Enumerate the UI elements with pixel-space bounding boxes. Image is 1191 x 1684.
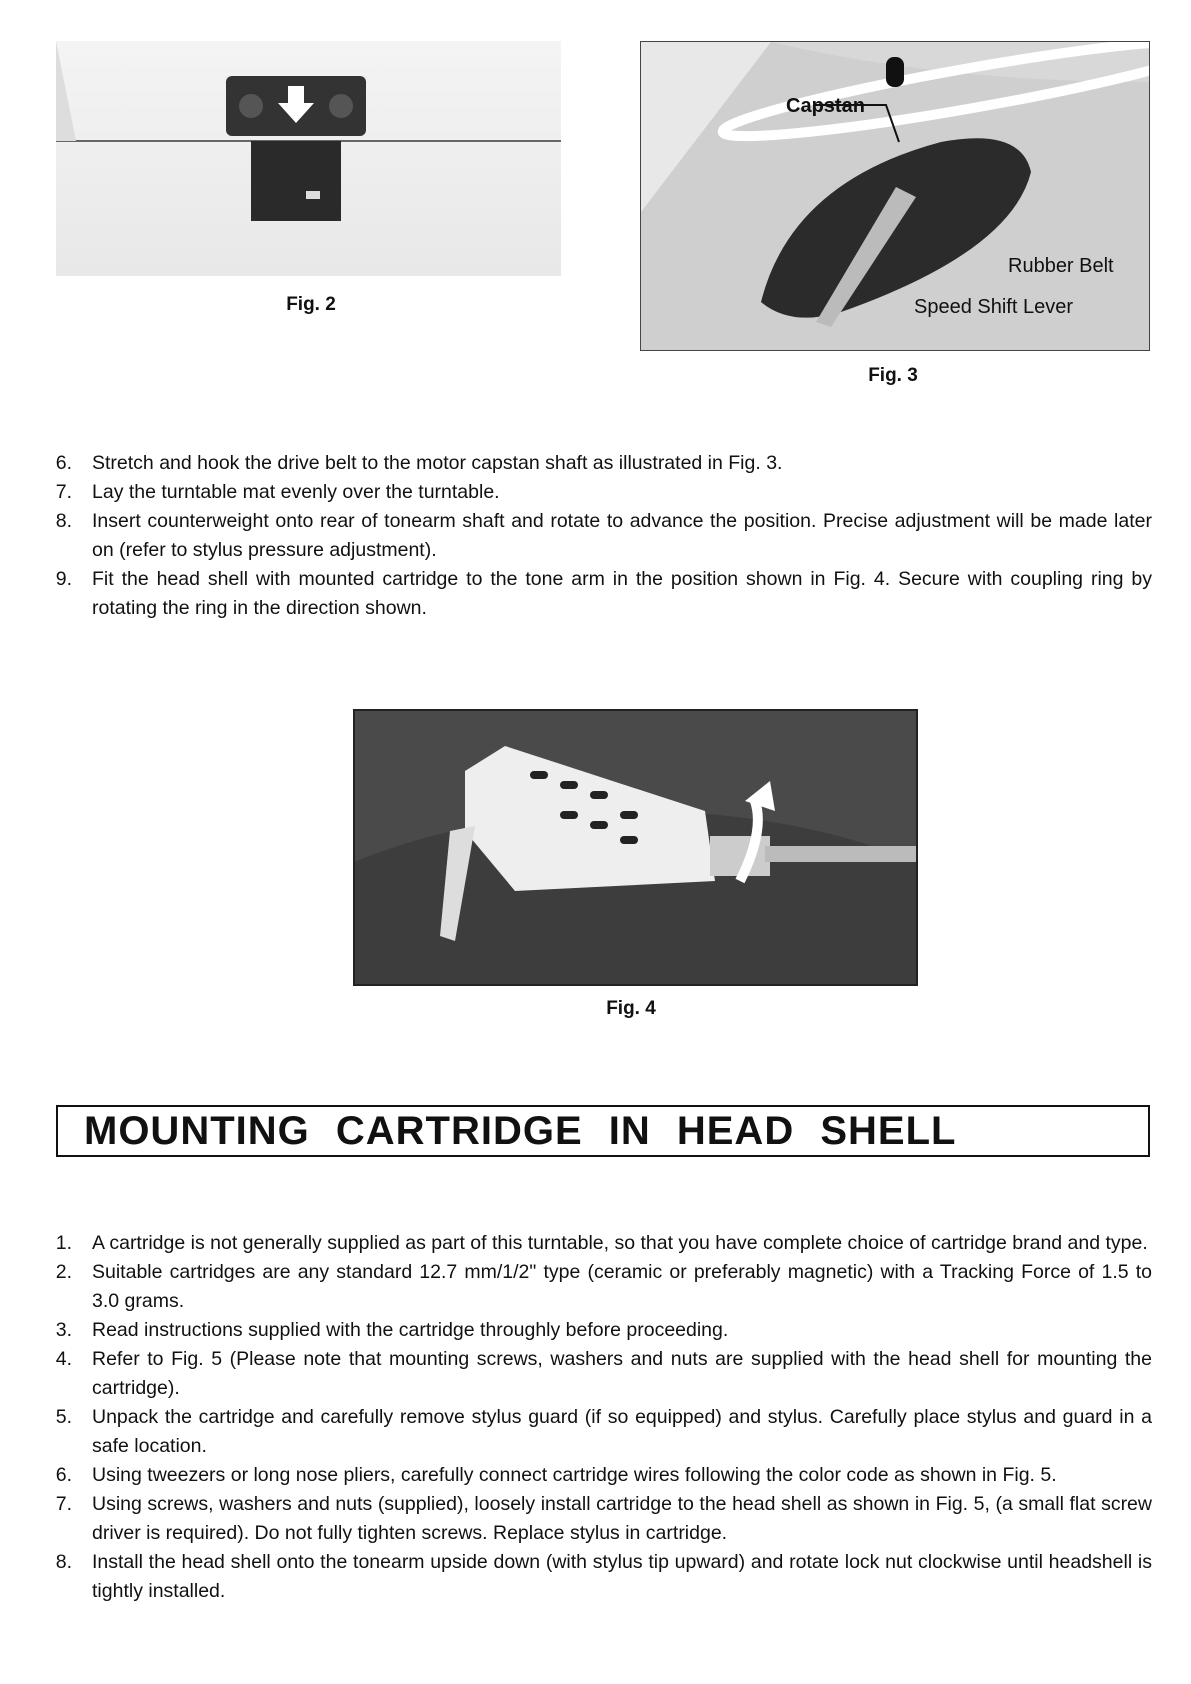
fig4-photo [353,709,918,986]
list-item [40,1403,1152,1461]
step-text: Insert counterweight onto rear of tonearm shaft and rotate to advance the position. Precise adjustment will be made later on (refer to stylus pressure adjustment). [92,510,1152,561]
speed-shift-lever-label: Speed Shift Lever [914,296,1073,318]
fig3-photo [640,41,1150,351]
step-text: Using tweezers or long nose pliers, carefully connect cartridge wires following the color code as shown in Fig. 5. [92,1464,1057,1486]
fig2-illustration [56,41,561,276]
list-item [40,1345,1152,1403]
step-text: Lay the turntable mat evenly over the turntable. [92,481,500,503]
step-text: A cartridge is not generally supplied as part of this turntable, so that you have complete choice of cartridge brand and type. [92,1232,1148,1254]
step-number: 1. [55,1232,72,1254]
fig4-illustration [355,711,916,984]
step-text: Using screws, washers and nuts (supplied), loosely install cartridge to the head shell as shown in Fig. 5, (a small flat screw driver is required). Do not fully tighten screws. Replace stylus in cartridge. [92,1493,1152,1544]
step-number: 3. [55,1319,72,1341]
step-number: 8. [55,1551,72,1573]
step-number: 8. [55,510,72,532]
fig2-photo [56,41,561,276]
step-number: 2. [55,1261,72,1283]
section-header [56,1105,1150,1157]
step-text: Fit the head shell with mounted cartridge to the tone arm in the position shown in Fig. 4. Secure with coupling ring by rotating the ring in the direction shown. [92,568,1152,619]
list-item [40,478,1152,507]
step-text: Refer to Fig. 5 (Please note that mounting screws, washers and nuts are supplied with the head shell for mounting the cartridge). [92,1348,1152,1399]
list-item [40,507,1152,565]
step-number: 4. [55,1348,72,1370]
step-number: 5. [55,1406,72,1428]
list-item [40,1548,1152,1606]
list-item [40,449,1152,478]
step-text: Stretch and hook the drive belt to the motor capstan shaft as illustrated in Fig. 3. [92,452,783,474]
rubber-belt-label: Rubber Belt [1008,255,1114,277]
step-number: 9. [55,568,72,590]
list-item [40,1229,1152,1258]
cartridge-steps-list [40,1229,1152,1606]
section-title: MOUNTING CARTRIDGE IN HEAD SHELL [84,1109,957,1153]
list-item [40,565,1152,623]
step-number: 7. [55,1493,72,1515]
fig4-caption: Fig. 4 [606,998,656,1019]
list-item [40,1258,1152,1316]
step-number: 6. [55,452,72,474]
step-text: Suitable cartridges are any standard 12.7 mm/1/2" type (ceramic or preferably magnetic) with a Tracking Force of 1.5 to 3.0 grams. [92,1261,1152,1312]
assembly-steps-list [40,449,1152,623]
list-item [40,1316,1152,1345]
step-text: Read instructions supplied with the cartridge throughly before proceeding. [92,1319,729,1341]
fig2-caption: Fig. 2 [286,294,336,315]
step-number: 6. [55,1464,72,1486]
step-text: Install the head shell onto the tonearm upside down (with stylus tip upward) and rotate lock nut clockwise until headshell is tightly installed. [92,1551,1152,1602]
fig3-caption: Fig. 3 [868,365,918,386]
list-item [40,1490,1152,1548]
capstan-label: Capstan [786,95,865,117]
step-text: Unpack the cartridge and carefully remove stylus guard (if so equipped) and stylus. Carefully place stylus and guard in a safe location. [92,1406,1152,1457]
step-number: 7. [55,481,72,503]
list-item [40,1461,1152,1490]
